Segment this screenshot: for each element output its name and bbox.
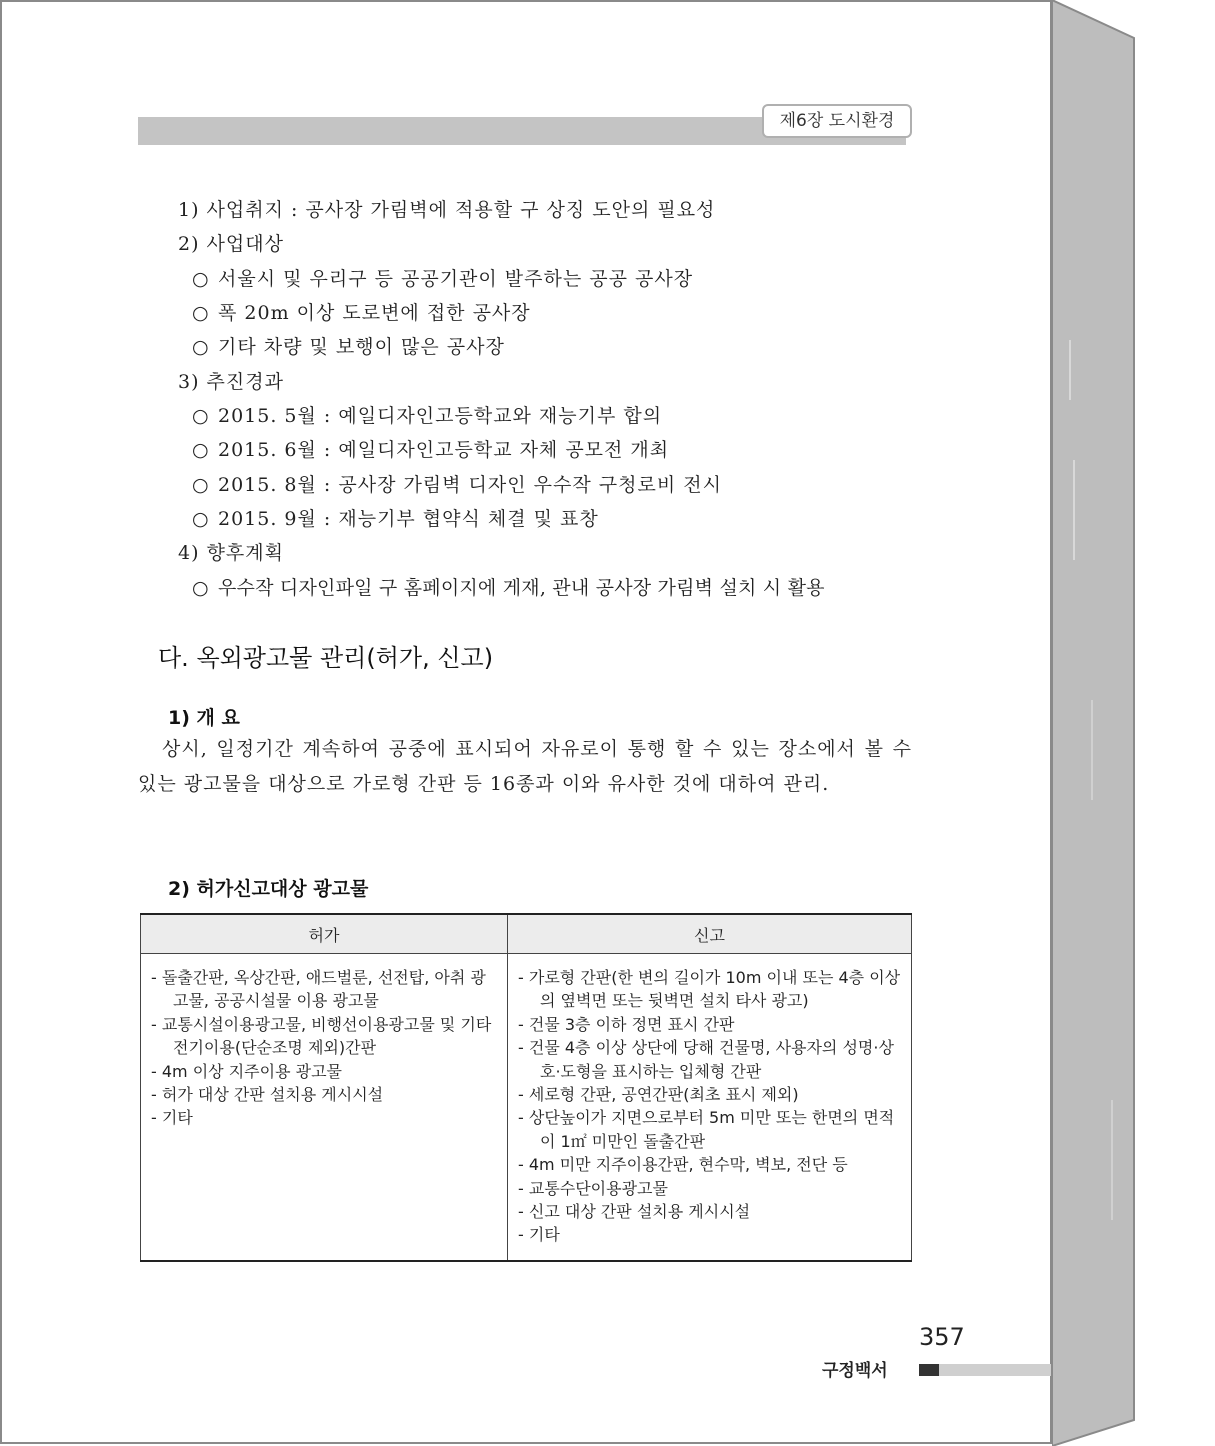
chapter-tab: 제6장 도시환경: [762, 104, 912, 138]
list-item: - 허가 대상 간판 설치용 게시시설: [151, 1085, 384, 1105]
table-title: 2) 허가신고대상 광고물: [168, 878, 369, 900]
book-title: 구정백서: [822, 1361, 888, 1381]
list-item: - 신고 대상 간판 설치용 게시시설: [518, 1202, 751, 1222]
ad-permit-table: [140, 913, 912, 1262]
outline-item: ○ 2015. 9월 : 재능기부 협약식 체결 및 표창: [192, 508, 599, 530]
permit-header: 허가: [141, 914, 508, 954]
outline-item: ○ 2015. 8월 : 공사장 가림벽 디자인 우수작 구청로비 전시: [192, 474, 722, 496]
permit-cell: [141, 954, 508, 1262]
outline-item: 2) 사업대상: [178, 233, 284, 255]
list-item: - 기타: [518, 1225, 560, 1245]
outline-item: 4) 향후계획: [178, 542, 284, 564]
footer-bar: [939, 1364, 1051, 1376]
circle-bullet-icon: ○: [192, 577, 209, 599]
outline-item: ○ 우수작 디자인파일 구 홈페이지에 게재, 관내 공사장 가림벽 설치 시 활용: [192, 577, 825, 599]
outline-item: ○ 2015. 6월 : 예일디자인고등학교 자체 공모전 개최: [192, 439, 670, 461]
circle-bullet-icon: ○: [192, 268, 210, 290]
overview-text: 상시, 일정기간 계속하여 공중에 표시되어 자유로이 통행 할 수 있는 장소에서 볼 수 있는 광고물을 대상으로 가로형 간판 등 16종과 이와 유사한 것에 대하여 관리.: [138, 738, 912, 795]
list-item: - 건물 4층 이상 상단에 당해 건물명, 사용자의 성명·상호·도형을 표시하는 입체형 간판: [518, 1038, 894, 1081]
outline-item: 3) 추진경과: [178, 371, 284, 393]
outline-item: ○ 기타 차량 및 보행이 많은 공사장: [192, 336, 505, 358]
circle-bullet-icon: ○: [192, 336, 210, 358]
list-item: - 4m 이상 지주이용 광고물: [151, 1061, 342, 1081]
report-cell: [508, 954, 912, 1262]
circle-bullet-icon: ○: [192, 508, 210, 530]
list-item: - 돌출간판, 옥상간판, 애드벌룬, 선전탑, 아취 광고물, 공공시설물 이용 광고물: [151, 968, 486, 1011]
circle-bullet-icon: ○: [192, 302, 210, 324]
list-item: - 건물 3층 이하 정면 표시 간판: [518, 1014, 735, 1034]
outline-item: ○ 2015. 5월 : 예일디자인고등학교와 재능기부 합의: [192, 405, 663, 427]
circle-bullet-icon: ○: [192, 405, 210, 427]
book-page-edge: [1052, 0, 1215, 1446]
list-item: - 세로형 간판, 공연간판(최초 표시 제외): [518, 1085, 799, 1105]
list-item: - 가로형 간판(한 변의 길이가 10m 이내 또는 4층 이상의 옆벽면 또는 뒷벽면 설치 타사 광고): [518, 968, 901, 1011]
list-item: - 상단높이가 지면으로부터 5m 미만 또는 한면의 면적이 1㎡ 미만인 돌출간판: [518, 1108, 895, 1151]
page-number: 357: [919, 1323, 965, 1351]
list-item: - 교통시설이용광고물, 비행선이용광고물 및 기타 전기이용(단순조명 제외)간판: [151, 1014, 492, 1058]
section-title: 다. 옥외광고물 관리(허가, 신고): [158, 644, 494, 672]
circle-bullet-icon: ○: [192, 474, 210, 496]
list-item: - 4m 미만 지주이용간판, 현수막, 벽보, 전단 등: [518, 1155, 848, 1175]
list-item: - 교통수단이용광고물: [518, 1178, 668, 1198]
outline-item: 1) 사업취지 : 공사장 가림벽에 적용할 구 상징 도안의 필요성: [178, 199, 716, 221]
outline-item: ○ 폭 20m 이상 도로변에 접한 공사장: [192, 302, 531, 324]
overview-title: 1) 개 요: [168, 707, 240, 729]
outline-item: ○ 서울시 및 우리구 등 공공기관이 발주하는 공공 공사장: [192, 268, 694, 290]
list-item: - 기타: [151, 1108, 193, 1128]
report-header: 신고: [508, 914, 912, 954]
footer-bar: [919, 1364, 939, 1376]
circle-bullet-icon: ○: [192, 439, 210, 461]
